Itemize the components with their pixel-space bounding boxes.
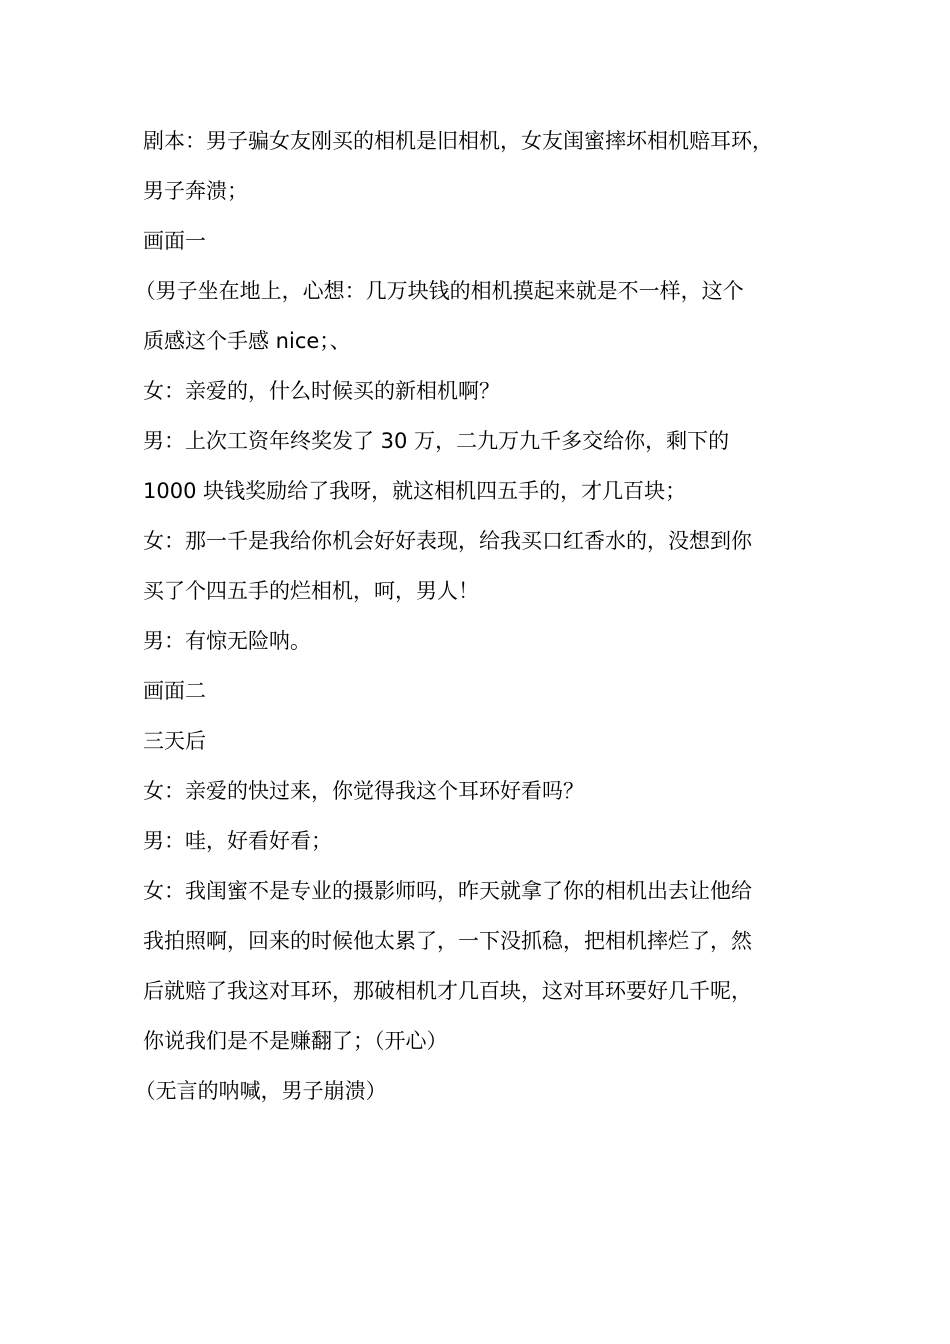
dialogue-line-woman-4d: 你说我们是不是赚翻了；（开心）	[143, 1029, 448, 1053]
dialogue-line-woman-4c: 后就赔了我这对耳环，那破相机才几百块，这对耳环要好几千呢，	[143, 979, 752, 1003]
dialogue-line-woman-2b: 买了个四五手的烂相机，呵，男人！	[143, 579, 479, 603]
stage-direction-line-2: 质感这个手感 nice；、	[143, 329, 351, 353]
scene-two-heading: 画面二	[143, 679, 206, 703]
dialogue-line-man-2: 男：有惊无险呐。	[143, 629, 311, 653]
dialogue-line-woman-4b: 我拍照啊，回来的时候他太累了，一下没抓稳，把相机摔烂了，然	[143, 929, 752, 953]
script-title-line-1: 剧本：男子骗女友刚买的相机是旧相机，女友闺蜜摔坏相机赔耳环，	[143, 129, 773, 153]
scene-one-heading: 画面一	[143, 229, 206, 253]
script-title-line-2: 男子奔溃；	[143, 179, 248, 203]
time-note: 三天后	[143, 729, 206, 753]
stage-direction-line-1: （男子坐在地上，心想：几万块钱的相机摸起来就是不一样，这个	[134, 279, 744, 303]
dialogue-line-woman-3: 女：亲爱的快过来，你觉得我这个耳环好看吗？	[143, 779, 584, 803]
script-text-body	[134, 116, 823, 1116]
dialogue-line-man-3: 男：哇，好看好看；	[143, 829, 332, 853]
dialogue-line-woman-1: 女：亲爱的，什么时候买的新相机啊？	[143, 379, 500, 403]
dialogue-line-man-1a: 男：上次工资年终奖发了 30 万，二九万九千多交给你，剩下的	[143, 429, 730, 453]
dialogue-line-man-1b: 1000 块钱奖励给了我呀，就这相机四五手的，才几百块；	[143, 479, 687, 503]
closing-stage-direction: （无言的呐喊，男子崩溃）	[134, 1079, 387, 1103]
dialogue-line-woman-2a: 女：那一千是我给你机会好好表现，给我买口红香水的，没想到你	[143, 529, 752, 553]
dialogue-line-woman-4a: 女：我闺蜜不是专业的摄影师吗，昨天就拿了你的相机出去让他给	[143, 879, 752, 903]
